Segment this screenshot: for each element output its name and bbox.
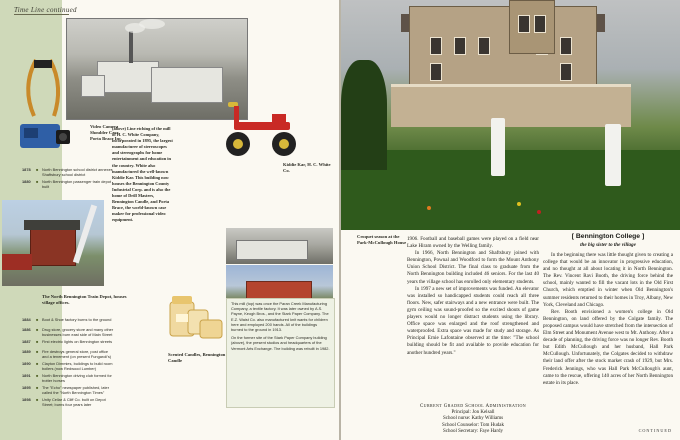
timeline-year: 1889 <box>22 349 31 354</box>
depot-building <box>30 228 76 266</box>
continued-label: CONTINUED <box>638 428 672 433</box>
timeline-bullet-icon: ■ <box>36 373 39 378</box>
croquet-ball <box>537 210 541 214</box>
school-staff-list <box>407 404 539 435</box>
body-paragraph: In 1997 a new set of improvements was funded. An elevator was installed so handicapped students could reach all three floors. New, safer stairways and a new entrance were built. The gym ceiling was sound-proofed so the excited shouts of game players would no longer distract students using the library. Office space was enlarged and the roof strengthened and waterproofed. Extra space was made for study and storage. As Principal Ernie Lafontaine observed at the time: "The school building should be fit and available to provide education for another hundred years." <box>407 285 539 356</box>
tree <box>341 60 387 170</box>
staff-heading: Current Graded School Administration <box>419 404 527 409</box>
timeline-entry <box>22 168 114 177</box>
college-section-subtitle: the big sister to the village <box>580 242 636 248</box>
train-car <box>2 254 32 270</box>
timeline-entry <box>22 398 114 407</box>
timeline-heading: Time Line continued <box>14 6 77 14</box>
timeline-entry <box>22 386 114 395</box>
college-history-column <box>543 252 673 387</box>
timeline-entry <box>22 350 114 359</box>
camera-caption: Video Camera Shoulder Case, Porta Brace Inc. <box>90 124 123 141</box>
croquet-ball <box>517 202 521 206</box>
right-page <box>341 0 680 440</box>
timeline-entry <box>22 340 114 345</box>
mansion-tower <box>509 0 555 54</box>
college-section-title: [ Bennington College ] <box>571 233 645 240</box>
window <box>478 37 490 55</box>
timeline-bullet-icon: ■ <box>36 179 39 184</box>
croquet-ball <box>427 206 431 210</box>
school-history-column <box>407 236 539 357</box>
timeline-year: 1895 <box>22 385 31 390</box>
timeline-heading-rule <box>14 14 69 15</box>
smoke <box>139 19 165 29</box>
staff-entry: Principal: Jon Kelsall <box>451 410 495 416</box>
timeline-bullet-icon: ■ <box>36 339 39 344</box>
note-paragraph: On the former site of the Stark Paper Company building (above), the present studios and headquarters of the Vermont Arts Exchange. The building was rebuilt in 1982. <box>231 335 330 351</box>
kiddie-kar-image <box>220 92 298 162</box>
left-page <box>0 0 339 440</box>
timeline-bullet-icon: ■ <box>36 385 39 390</box>
window <box>560 37 572 55</box>
chimney <box>129 31 133 63</box>
timeline-text: North Bennington driving club formed for trotter horses <box>42 373 112 383</box>
kiddie-kar-caption: Kiddie Kar, H. C. White Co. <box>283 162 331 173</box>
timeline-entry <box>22 374 114 383</box>
timeline-year: 1886 <box>22 327 31 332</box>
window <box>560 63 572 81</box>
timeline-year: 1878 <box>22 167 31 172</box>
timeline-bullet-icon: ■ <box>36 327 39 332</box>
window <box>518 15 530 33</box>
window <box>534 15 546 33</box>
timeline-bullet-icon: ■ <box>36 397 39 402</box>
timeline-text: Unity Cellar & Cliff Co. built on Depot Street; burns four years later <box>42 397 106 407</box>
window <box>430 37 442 55</box>
croquet-caption: Croquet season at the Park-McCullough House <box>357 234 407 245</box>
body-paragraph: In 1966, North Bennington and Shaftsbury joined with Bennington, Pownal and Woodford to form the Mount Anthony Union School District. The final class to graduate from the North Bennington building included 46 seniors. For the last 40 years the village school has enrolled only elementary students. <box>407 250 539 285</box>
timeline-bullet-icon: ■ <box>36 167 39 172</box>
timeline-entry <box>22 180 114 189</box>
paran-creek-mill-image <box>226 228 333 264</box>
mill-building <box>236 240 308 260</box>
factory-building <box>81 75 105 97</box>
staff-entry: School Secretary: Faye Hardy <box>442 428 504 434</box>
timeline-text: The "Echo" newspaper published, later called the "North Bennington Times" <box>42 385 109 395</box>
scented-candles-image <box>166 292 226 354</box>
timeline-year: 1880 <box>22 179 31 184</box>
college-title-text: Bennington College <box>575 233 641 240</box>
mill-history-note <box>226 298 335 408</box>
timeline-bullet-icon: ■ <box>36 349 39 354</box>
timeline-entry <box>22 318 114 323</box>
timeline-year: 1884 <box>22 317 31 322</box>
factory-building <box>151 67 223 103</box>
croquet-player <box>491 118 505 176</box>
timeline-bullet-icon: ■ <box>36 317 39 322</box>
timeline-text: Drug store, grocery store and many other businesses burn east side of Main Street <box>42 327 114 337</box>
timeline-text: North Bennington passenger train depot built <box>42 179 111 189</box>
window <box>430 63 442 81</box>
depot-roof <box>24 220 80 230</box>
body-paragraph: Rev. Booth envisioned a women's college in Old Bennington, on land offered by the Colgate family. The proposed campus would have stretched from the intersection of Elm Street and Monument Avenue west to Mt. Anthony. After a decade of planning, the driving force was no longer Rev. Booth but Edith McCullough and her husband, Hall Park McCullough. Unfortunately, the Colgates decided to withdraw their land offer after the stock market crash of 1929, but Mrs. Frederick Jennings, who was Hall Park McCullough's aunt, came to the rescue, offering 140 acres of her North Bennington estate in its place. <box>543 308 673 386</box>
timeline-text: Boot & Shoe factory burns to the ground <box>42 317 112 322</box>
timeline-text: Fire destroys general store, post office and a tenement (on present Fungaroli's) <box>42 349 112 359</box>
croquet-photo <box>341 0 680 230</box>
window <box>454 37 466 55</box>
croquet-player <box>605 124 621 186</box>
crossing-sign <box>73 205 97 264</box>
staff-entry: School nurse: Kathy Williams <box>442 416 504 422</box>
timeline-year: 1898 <box>22 397 31 402</box>
staff-entry: School Counselor: Tom Hudak <box>442 422 504 428</box>
timeline-year: 1890 <box>22 361 31 366</box>
timeline-text: First electric lights on Bennington streets <box>42 339 113 344</box>
mansion-porch <box>391 84 631 127</box>
body-paragraph: In the beginning there was little thought given to creating a college that would be an innovator in progressive education, and no thought at all about locating it in North Bennington. The Rev. Vincent Ravi Booth, the driving force behind the school, mainly wanted to fill the vacant lots in the Old First Church, which emptied in winter when Old Bennington's summer residents returned to their homes in Troy, Albany, New York, Cleveland and Chicago. <box>543 252 673 308</box>
timeline-year: 1891 <box>22 373 31 378</box>
candles-caption: Scented Candles, Bennington Candle <box>168 352 226 363</box>
timeline-bullet-icon: ■ <box>36 361 39 366</box>
train-depot-caption: The North Bennington Train Depot, houses village offices. <box>42 294 127 305</box>
note-paragraph: This mill (top) was once the Paran Creek Manufacturing Company, a textile factory. It was later owned by A.S. Payne, Keogh Bros., and the Stark Paper Company. The E.Z. Waist Co. also manufactured knit wants for children here and employed 200 hands. All of the buildings burned to the ground in 1913. <box>231 301 329 333</box>
timeline-text: Clayton Dimmies, buildings to build room boilers (now Redwood Lumber) <box>42 361 113 371</box>
mill-caption: (above) Line etching of the mill of H. C. White Company, incorporated in 1895, the largest manufacturer of stereoscopes and stereographs for home entertainment and education in the country. White also manufactured the well-known Kiddie Kar. This building now houses the Bennington County Industrial Corp. and is also the home of Drill Masters, Bennington Candle, and Porta Brace, the world-known case maker for professional video equipment. <box>112 126 173 223</box>
timeline-entry <box>22 362 114 371</box>
video-camera-case-image <box>16 58 72 166</box>
timeline-entry <box>22 328 114 337</box>
lawn <box>341 150 680 230</box>
body-paragraph: 1906. Football and baseball games were played on a field near Lake Hiram owned by the Welling family. <box>407 236 539 250</box>
timeline-text: North Bennington school district annexes Shaftsbury school district <box>42 167 113 177</box>
timeline-year: 1887 <box>22 339 31 344</box>
factory-building <box>97 61 159 93</box>
train-depot-image <box>2 200 104 286</box>
